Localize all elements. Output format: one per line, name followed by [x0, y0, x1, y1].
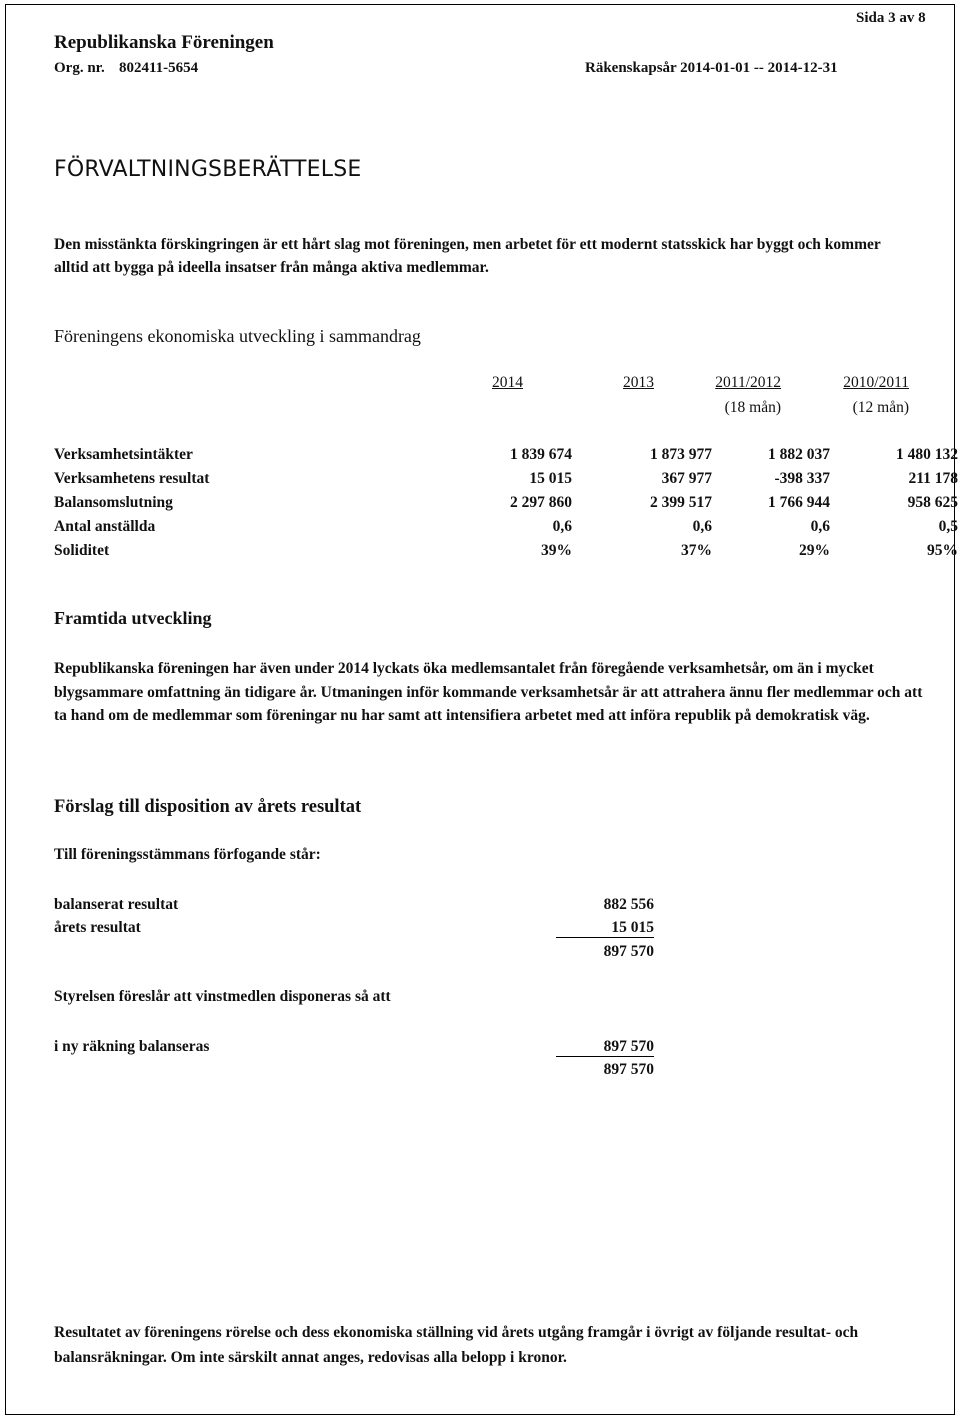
- future-development-paragraph: Republikanska föreningen har även under 2014 lyckats öka medlemsantalet från föregående verksamhetsår, om än i mycket blygsammare omfattning än tidigare år. Utmaningen inför kommande verksamhetsår är att attrahera ännu fler medlemmar och att ta hand om de medlemmar som föreningar nu har samt att intensifiera arbetet med att införa republik på demokratisk väg.: [54, 660, 923, 724]
- column-subheader-12-months: (12 mån): [852, 399, 909, 416]
- value-2014: 39%: [541, 542, 572, 559]
- value-2014: 0,6: [552, 518, 572, 535]
- row-label: Verksamhetsintäkter: [54, 446, 193, 463]
- future-development-heading: Framtida utveckling: [54, 608, 212, 628]
- value-2014: 2 297 860: [510, 494, 572, 511]
- value-2013: 37%: [681, 542, 712, 559]
- table-row: [54, 542, 958, 566]
- carry-forward-total: 897 570: [603, 1061, 654, 1078]
- row-label: Soliditet: [54, 542, 110, 559]
- table-row: [54, 518, 958, 542]
- fiscal-year: Räkenskapsår 2014-01-01 -- 2014-12-31: [585, 60, 838, 76]
- value-2011-2012: 1 882 037: [768, 446, 830, 463]
- value-2010-2011: 95%: [927, 542, 958, 559]
- column-header-2013: 2013: [623, 374, 654, 391]
- column-header-2014: 2014: [492, 374, 523, 391]
- value-2010-2011: 211 178: [908, 470, 958, 487]
- document-title: FÖRVALTNINGSBERÄTTELSE: [54, 157, 362, 182]
- board-proposal-text: Styrelsen föreslår att vinstmedlen disponeras så att: [54, 988, 391, 1005]
- row-label: Antal anställda: [54, 518, 156, 535]
- value-2013: 0,6: [692, 518, 712, 535]
- economic-summary-heading: Föreningens ekonomiska utveckling i sammandrag: [54, 326, 421, 346]
- value-2011-2012: 29%: [799, 542, 830, 559]
- carry-forward-value: 897 570: [556, 1038, 654, 1057]
- value-2013: 367 977: [661, 470, 712, 487]
- intro-paragraph: Den misstänkta förskingringen är ett hårt slag mot föreningen, men arbetet för ett modernt statsskick har byggt och kommer alltid att bygga på ideella insatser från många aktiva medlemmar.: [54, 236, 881, 276]
- column-header-2011-2012: 2011/2012: [715, 374, 781, 391]
- value-2014: 1 839 674: [510, 446, 572, 463]
- value-2010-2011: 0,5: [938, 518, 958, 535]
- table-row: [54, 446, 958, 470]
- value-2010-2011: 1 480 132: [896, 446, 958, 463]
- value-2011-2012: 1 766 944: [768, 494, 830, 511]
- value-2011-2012: 0,6: [810, 518, 830, 535]
- retained-earnings-label: balanserat resultat: [54, 896, 179, 913]
- carry-forward-label: i ny räkning balanseras: [54, 1038, 210, 1055]
- disposition-subheading: Till föreningsstämmans förfogande står:: [54, 846, 321, 863]
- year-result-value: 15 015: [556, 919, 654, 938]
- value-2011-2012: -398 337: [774, 470, 830, 487]
- row-label: Verksamhetens resultat: [54, 470, 210, 487]
- row-label: Balansomslutning: [54, 494, 173, 511]
- footer-note: Resultatet av föreningens rörelse och dess ekonomiska ställning vid årets utgång framgår i övrigt av följande resultat- och balansräkningar. Om inte särskilt annat anges, redovisas alla belopp i kronor.: [54, 1324, 859, 1366]
- page-number: Sida 3 av 8: [856, 10, 926, 26]
- disposition-heading: Förslag till disposition av årets resultat: [54, 797, 362, 817]
- retained-earnings-value: 882 556: [603, 896, 654, 913]
- value-2014: 15 015: [529, 470, 572, 487]
- column-header-2010-2011: 2010/2011: [843, 374, 909, 391]
- disposable-total: 897 570: [603, 943, 654, 960]
- value-2013: 2 399 517: [650, 494, 712, 511]
- column-subheader-18-months: (18 mån): [724, 399, 781, 416]
- organization-name: Republikanska Föreningen: [54, 32, 274, 53]
- table-row: [54, 494, 958, 518]
- org-number: 802411-5654: [119, 60, 199, 76]
- value-2010-2011: 958 625: [907, 494, 958, 511]
- org-number-label: Org. nr.: [54, 60, 105, 76]
- value-2013: 1 873 977: [650, 446, 712, 463]
- table-row: [54, 470, 958, 494]
- year-result-label: årets resultat: [54, 919, 141, 936]
